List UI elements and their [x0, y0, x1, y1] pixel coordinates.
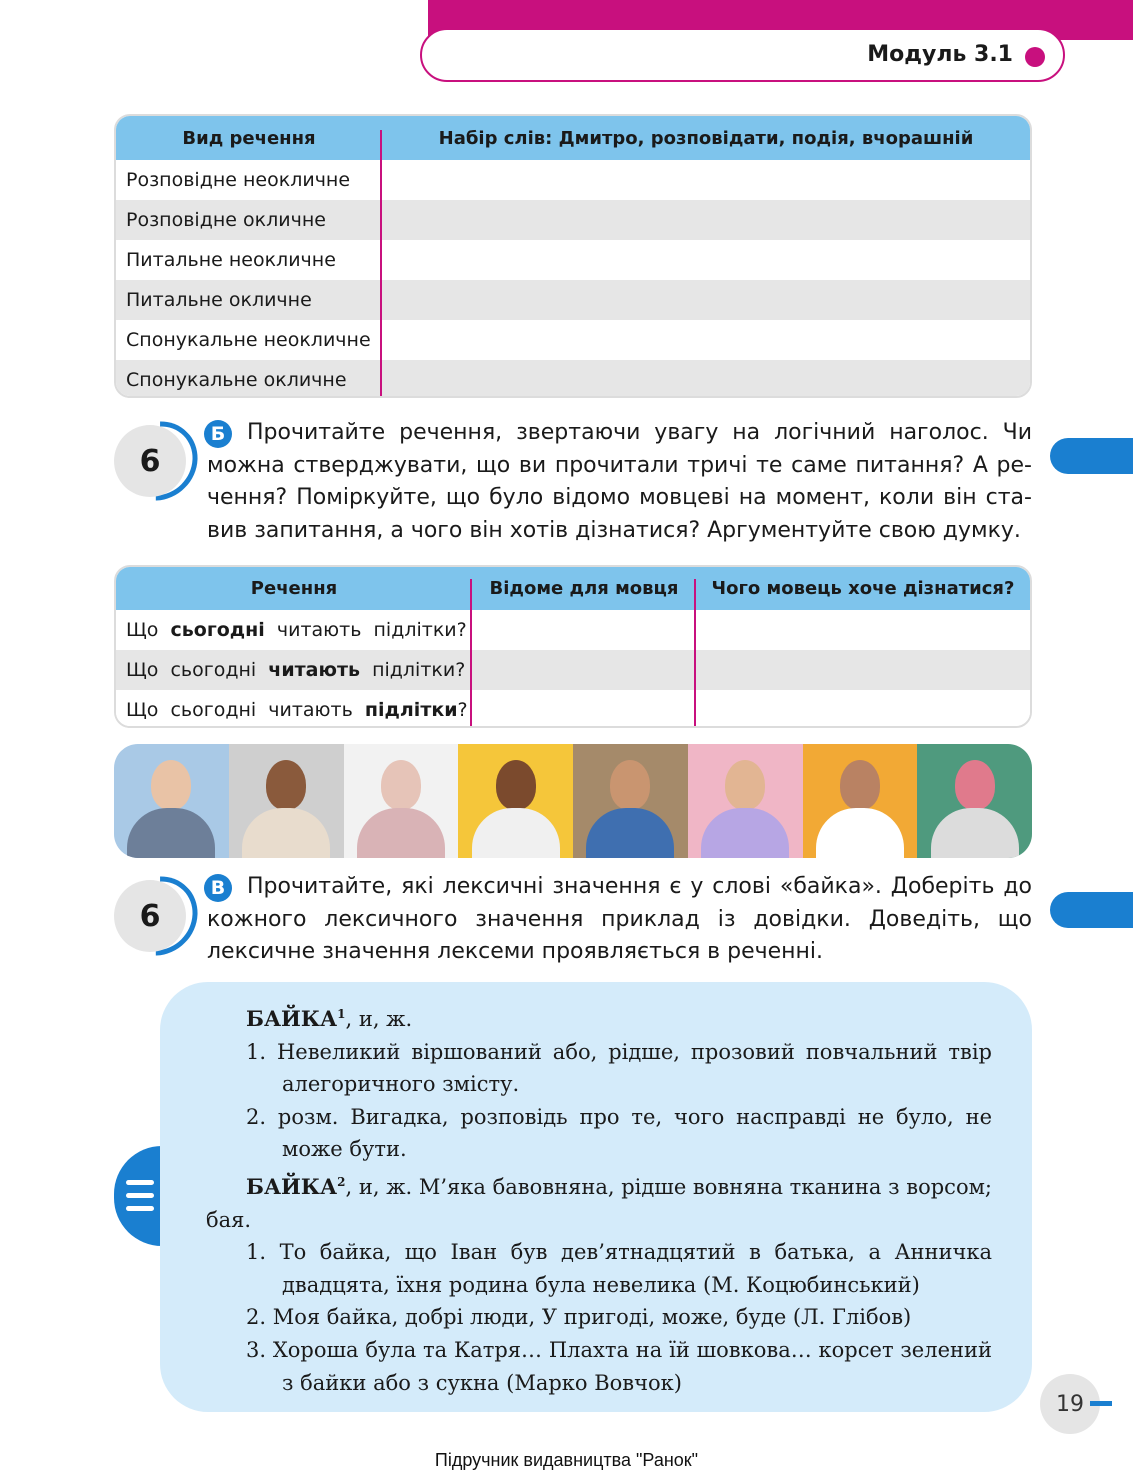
module-label: Модуль 3.1 — [867, 42, 1013, 67]
answer-cell[interactable] — [472, 690, 696, 728]
photo-teen — [229, 744, 344, 858]
exercise-b-text — [207, 417, 1032, 547]
table-header-cell: Речення — [250, 578, 338, 599]
page-number: 19 — [1040, 1374, 1100, 1434]
module-header — [420, 28, 1065, 82]
exercise-number: 6 — [114, 880, 186, 952]
exercise-v-instructions: Прочитайте, які лексичні значення є у слові «байка». Доберіть до кожного лексичного значення приклад із довідки. Доведіть, що лексичне значення лексеми проявляється в реченні. — [207, 874, 1032, 964]
teenagers-photo-strip — [114, 744, 1032, 858]
table-row — [116, 360, 1030, 398]
logical-stress-table — [114, 565, 1032, 728]
answer-cell[interactable] — [472, 610, 696, 650]
dictionary-example: 3. Хороша була та Катря… Плахта на їй шовкова… корсет зелений з байки або з сукна (Марко Вовчок) — [246, 1337, 992, 1395]
table-cell: Питальне неокличне — [126, 249, 336, 271]
photo-teen — [458, 744, 573, 858]
table-cell: Розповідне неокличне — [126, 169, 351, 191]
table-header-row — [116, 116, 1030, 160]
table-header-cell: Чого мовець хоче дізнатися? — [711, 578, 1015, 599]
table-row — [116, 240, 1030, 280]
dictionary-entry: БАЙКА$^2$, и, ж. М’яка бавовняна, рідше вовняна тканина з ворсом; бая. — [206, 1173, 992, 1232]
photo-teen — [803, 744, 918, 858]
answer-cell[interactable] — [382, 240, 1030, 280]
answer-cell[interactable] — [696, 610, 1030, 650]
answer-cell[interactable] — [382, 320, 1030, 360]
table-row — [116, 650, 1030, 690]
photo-teen — [344, 744, 459, 858]
answer-cell[interactable] — [696, 690, 1030, 728]
table-cell: Спонукальне неокличне — [126, 329, 371, 351]
answer-cell[interactable] — [382, 200, 1030, 240]
exercise-b-instructions: Прочитайте речення, звертаючи увагу на логічний наголос. Чи можна стверджувати, що ви прочитали тричі те саме питання? А речення? Поміркуйте, що було відомо мовцеві на момент, коли він ставив запитання, а чого він хотів дізнатися? Аргументуйте свою думку. — [207, 420, 1032, 543]
sentence-type-table — [114, 114, 1032, 398]
photo-teen — [573, 744, 688, 858]
side-tab — [1050, 438, 1133, 474]
table-cell: Спонукальне окличне — [126, 369, 347, 391]
table-cell: Розповідне окличне — [126, 209, 326, 231]
table-cell: Що сьогодні читають підлітки? — [126, 619, 467, 641]
column-divider — [470, 579, 472, 727]
dictionary-definition: 1. Невеликий віршований або, рідше, прозовий повчальний твір алегоричного змісту. — [246, 1039, 992, 1097]
list-icon — [114, 1146, 162, 1246]
dictionary-example: 2. Моя байка, добрі люди, У пригоді, може, буде (Л. Глібов) — [246, 1305, 912, 1330]
table-header-cell: Відоме для мовця — [489, 578, 679, 599]
table-cell: Питальне окличне — [126, 289, 312, 311]
dictionary-text — [206, 998, 992, 1399]
answer-cell[interactable] — [696, 650, 1030, 690]
table-row — [116, 610, 1030, 650]
column-divider — [380, 130, 382, 396]
table-row — [116, 690, 1030, 728]
exercise-v-text — [207, 871, 1032, 969]
photo-teen — [688, 744, 803, 858]
dictionary-definition: 2. розм. Вигадка, розповідь про те, чого насправді не було, не може бути. — [246, 1104, 992, 1162]
table-header-row — [116, 567, 1030, 610]
column-divider — [694, 579, 696, 727]
page-number-dash — [1090, 1401, 1112, 1406]
table-header-cell: Вид речення — [182, 127, 316, 149]
dictionary-entry: БАЙКА$^1$, и, ж. — [246, 1006, 413, 1031]
answer-cell[interactable] — [472, 650, 696, 690]
table-row — [116, 280, 1030, 320]
dictionary-example: 1. То байка, що Іван був дев’ятнадцятий в батька, а Анничка двадцята, їхня родина була невелика (М. Коцюбинський) — [246, 1240, 992, 1297]
table-row — [116, 160, 1030, 200]
answer-cell[interactable] — [382, 360, 1030, 398]
exercise-letter-badge: В — [204, 874, 232, 902]
answer-cell[interactable] — [382, 160, 1030, 200]
exercise-number: 6 — [114, 425, 186, 497]
photo-teen — [917, 744, 1032, 858]
exercise-letter-badge: Б — [204, 420, 232, 448]
table-row — [116, 320, 1030, 360]
publisher-footer: Підручник видавництва "Ранок" — [434, 1450, 699, 1470]
side-tab — [1050, 892, 1133, 928]
table-cell: Що сьогодні читають підлітки? — [126, 659, 466, 681]
dictionary-box — [160, 982, 1032, 1412]
table-row — [116, 200, 1030, 240]
answer-cell[interactable] — [382, 280, 1030, 320]
table-header-cell: Набір слів: Дмитро, розповідати, подія, вчорашній — [438, 127, 974, 149]
table-cell: Що сьогодні читають підлітки ? — [126, 699, 468, 721]
photo-teen — [114, 744, 229, 858]
module-dot-icon — [1025, 47, 1045, 67]
